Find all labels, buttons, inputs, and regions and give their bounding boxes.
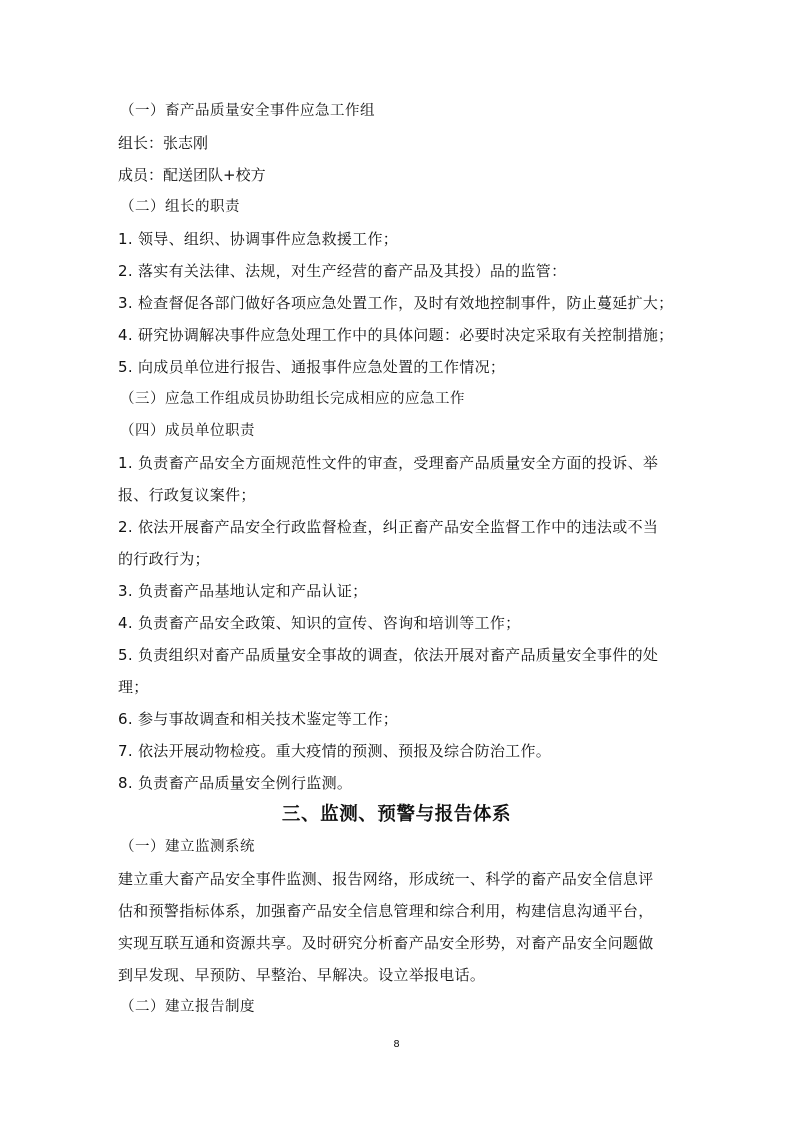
group-leader-line: 组长：张志刚: [118, 134, 209, 152]
unit-duty-item-1-cont: 报、行政复议案件；: [118, 486, 256, 504]
monitoring-paragraph-line-3: 实现互联互通和资源共享。及时研究分析畜产品安全形势，对畜产品安全问题做: [118, 934, 654, 952]
section-heading: 三、监测、预警与报告体系: [281, 804, 512, 825]
unit-duty-item-1: 1. 负责畜产品安全方面规范性文件的审查，受理畜产品质量安全方面的投诉、举: [118, 454, 659, 472]
unit-duty-item-7: 7. 依法开展动物检疫。重大疫情的预测、预报及综合防治工作。: [118, 742, 552, 760]
unit-duty-item-2-cont: 的行政行为；: [118, 550, 210, 568]
duty-item-1: 1. 领导、组织、协调事件应急救援工作；: [118, 230, 399, 248]
duty-item-5: 5. 向成员单位进行报告、通报事件应急处置的工作情况；: [118, 358, 506, 376]
subheading-unit-duties: （四）成员单位职责: [120, 423, 255, 439]
page-number: 8: [393, 1039, 400, 1050]
unit-duty-item-3: 3. 负责畜产品基地认定和产品认证；: [118, 582, 368, 600]
subheading-members-assist: （三）应急工作组成员协助组长完成相应的应急工作: [120, 391, 465, 407]
monitoring-paragraph-line-1: 建立重大畜产品安全事件监测、报告网络，形成统一、科学的畜产品安全信息评: [118, 870, 654, 888]
group-members-line: 成员：配送团队+校方: [118, 166, 266, 184]
unit-duty-item-5-cont: 理；: [118, 678, 149, 696]
duty-item-3: 3. 检查督促各部门做好各项应急处置工作，及时有效地控制事件，防止蔓延扩大；: [118, 294, 674, 312]
unit-duty-item-5: 5. 负责组织对畜产品质量安全事故的调查，依法开展对畜产品质量安全事件的处: [118, 646, 659, 664]
unit-duty-item-8: 8. 负责畜产品质量安全例行监测。: [118, 774, 353, 792]
subheading-leader-duties: （二）组长的职责: [120, 199, 240, 215]
monitoring-paragraph-line-2: 估和预警指标体系，加强畜产品安全信息管理和综合利用，构建信息沟通平台，: [118, 902, 654, 920]
duty-item-4: 4. 研究协调解决事件应急处理工作中的具体问题：必要时决定采取有关控制措施；: [118, 326, 674, 344]
unit-duty-item-2: 2. 依法开展畜产品安全行政监督检查，纠正畜产品安全监督工作中的违法或不当: [118, 518, 659, 536]
duty-item-2: 2. 落实有关法律、法规，对生产经营的畜产品及其投）品的监管：: [118, 262, 567, 280]
subheading-monitoring-system: （一）建立监测系统: [120, 839, 255, 855]
subheading-emergency-group: （一）畜产品质量安全事件应急工作组: [120, 103, 375, 119]
monitoring-paragraph-line-4: 到早发现、早预防、早整治、早解决。设立举报电话。: [118, 966, 486, 984]
unit-duty-item-4: 4. 负责畜产品安全政策、知识的宣传、咨询和培训等工作；: [118, 614, 521, 632]
unit-duty-item-6: 6. 参与事故调查和相关技术鉴定等工作；: [118, 710, 399, 728]
subheading-reporting-system: （二）建立报告制度: [120, 999, 255, 1015]
